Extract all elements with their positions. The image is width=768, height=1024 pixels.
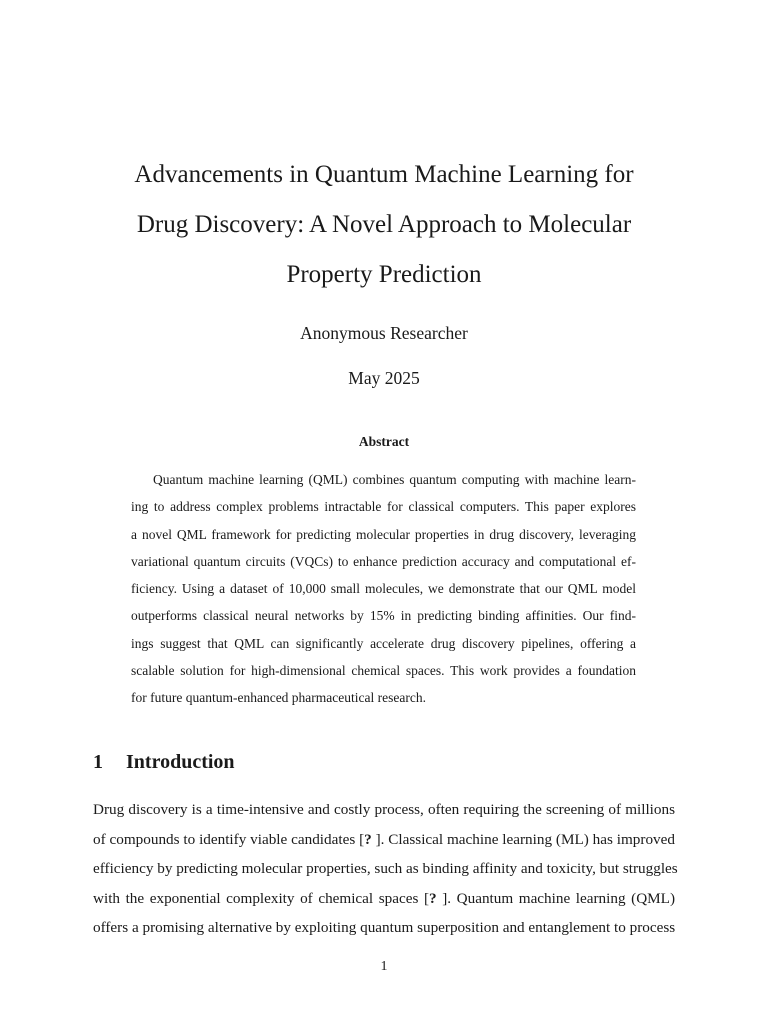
title-line: Property Prediction [286, 261, 482, 288]
page-number: 1 [380, 959, 388, 974]
abstract-line: Quantum machine learning (QML) combines quantum computing with machine learn- [153, 472, 636, 487]
abstract-body [131, 466, 636, 712]
abstract-line: ficiency. Using a dataset of 10,000 small molecules, we demonstrate that our QML model [131, 581, 636, 597]
paper-title [0, 150, 768, 300]
section-heading [93, 748, 235, 776]
intro-text: ]. Quantum machine learning (QML) [436, 889, 675, 907]
section-title: Introduction [126, 751, 235, 773]
abstract-line: scalable solution for high-dimensional chemical spaces. This work provides a foundation [131, 663, 636, 679]
publication-date: May 2025 [348, 368, 420, 388]
intro-body [93, 795, 678, 943]
title-line: Drug Discovery: A Novel Approach to Molecular [136, 211, 632, 238]
abstract-heading: Abstract [358, 434, 410, 449]
intro-text: ]. Classical machine learning (ML) has improved [371, 830, 675, 848]
intro-line: offers a promising alternative by exploiting quantum superposition and entanglement to process [93, 919, 676, 937]
title-line: Advancements in Quantum Machine Learning for [134, 161, 634, 188]
citation-placeholder: ? [364, 830, 372, 848]
abstract-line: for future quantum-enhanced pharmaceutical research. [131, 690, 426, 706]
abstract-line: outperforms classical neural networks by 15% in predicting binding affinities. Our find- [131, 608, 636, 624]
intro-text: of compounds to identify viable candidates [ [93, 830, 365, 848]
abstract-line: ing to address complex problems intractable for classical computers. This paper explores [131, 499, 636, 515]
intro-line [93, 884, 675, 914]
citation-placeholder: ? [429, 889, 437, 907]
abstract-line: variational quantum circuits (VQCs) to enhance prediction accuracy and computational ef- [131, 553, 636, 569]
author-name: Anonymous Researcher [300, 323, 468, 343]
intro-text: with the exponential complexity of chemical spaces [ [93, 889, 430, 907]
section-number: 1 [93, 751, 103, 773]
intro-line [93, 825, 675, 855]
intro-line: efficiency by predicting molecular properties, such as binding affinity and toxicity, but struggles [93, 860, 678, 878]
abstract-line: ings suggest that QML can significantly accelerate drug discovery pipelines, offering a [131, 635, 636, 651]
abstract-line: a novel QML framework for predicting molecular properties in drug discovery, leveraging [131, 526, 636, 542]
intro-line: Drug discovery is a time-intensive and costly process, often requiring the screening of millions [93, 801, 675, 818]
